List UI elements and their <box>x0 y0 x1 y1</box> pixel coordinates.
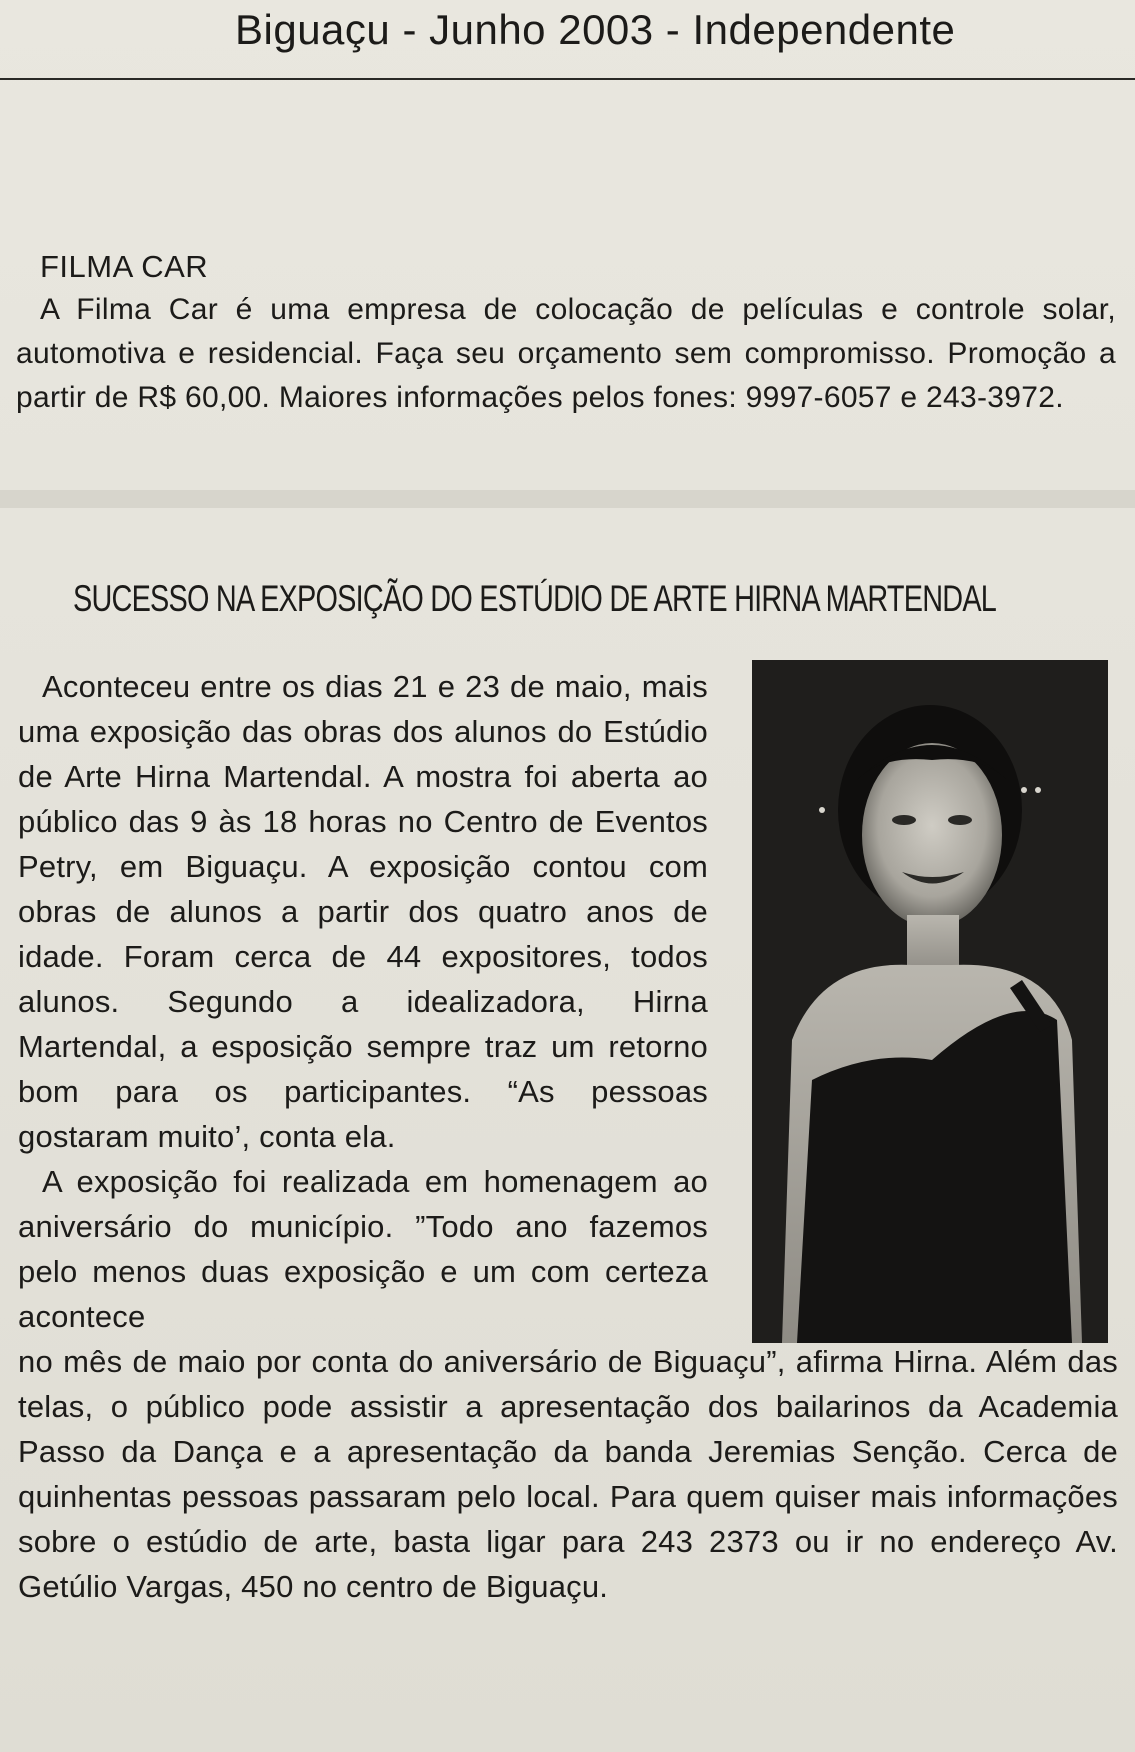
article-paragraph-2-wide: no mês de maio por conta do aniversário de Biguaçu”, afirma Hirna. Além das telas, o público pode assistir a apresentação dos bailarinos da Academia Passo da Dança e a apresentação da banda Jeremias Senção. Cerca de quinhentas pessoas passaram pelo local. Para quem quiser mais informações sobre o estúdio de arte, basta ligar para 243 2373 ou ir no endereço Av. Getúlio Vargas, 450 no centro de Biguaçu. <box>18 1344 1118 1604</box>
article-paragraph-2-narrow-text: A exposição foi realizada em homenagem ao aniversário do município. ”Todo ano fazemos pelo menos duas exposição e um com certeza acontece <box>18 1164 708 1334</box>
page-header-title: Biguaçu - Junho 2003 - Independente <box>235 6 956 53</box>
ad-title: FILMA CAR <box>40 249 209 284</box>
filma-car-ad <box>16 248 1116 420</box>
article-headline: SUCESSO NA EXPOSIÇÃO DO ESTÚDIO DE ARTE HIRNA MARTENDAL <box>73 578 997 619</box>
article-paragraph-1 <box>18 664 708 1159</box>
header-divider <box>0 78 1135 80</box>
article-paragraph-2-narrow <box>18 1159 708 1339</box>
column-separator <box>0 490 1135 508</box>
article-paragraph-1-text: Aconteceu entre os dias 21 e 23 de maio, mais uma exposição das obras dos alunos do Estúdio de Arte Hirna Martendal. A mostra foi aberta ao público das 9 às 18 horas no Centro de Eventos Petry, em Biguaçu. A exposição contou com obras de alunos a partir dos quatro anos de idade. Foram cerca de 44 expositores, todos alunos. Segundo a idealizadora, Hirna Martendal, a esposição sempre traz um retorno bom para os participantes. “As pessoas gostaram muito’, conta ela. <box>18 669 708 1154</box>
article-body <box>18 664 1118 1609</box>
ad-body: A Filma Car é uma empresa de colocação de películas e controle solar, automotiva e residencial. Faça seu orçamento sem compromisso. Promoção a partir de R$ 60,00. Maiores informações pelos fones: 9997-6057 e 243-3972. <box>16 293 1116 414</box>
